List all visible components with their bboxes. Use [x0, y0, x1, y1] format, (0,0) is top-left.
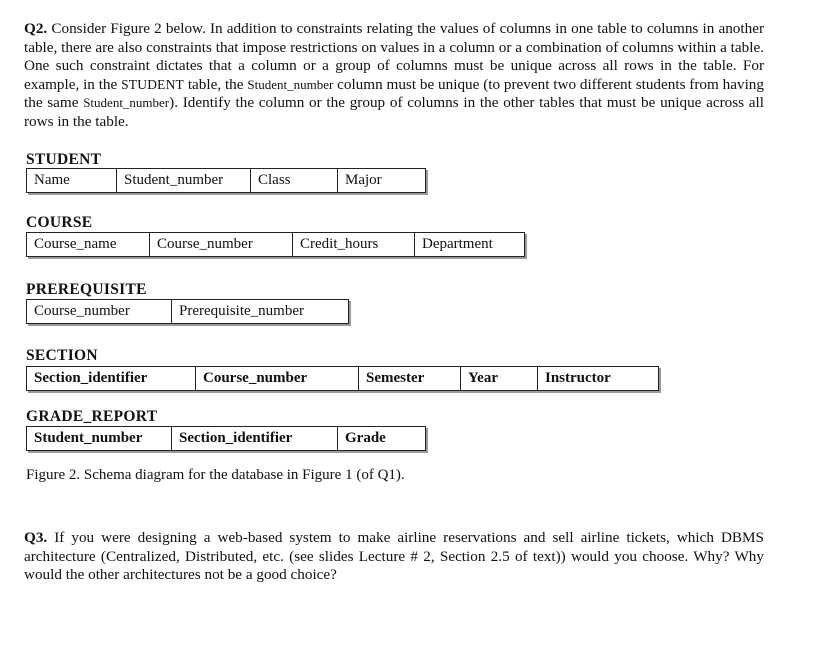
- section-col-course-number: Course_number: [195, 367, 358, 390]
- grade-report-schema: [26, 426, 426, 451]
- prerequisite-col-prerequisite-number: Prerequisite_number: [171, 300, 348, 323]
- grade-report-table-name: GRADE_REPORT: [26, 408, 158, 425]
- student-number-reference-2: Student_number: [83, 95, 170, 111]
- student-number-reference: Student_number: [247, 76, 334, 92]
- student-table-name: STUDENT: [26, 151, 102, 168]
- prerequisite-schema: [26, 299, 349, 324]
- question-3-text: If you were designing a web-based system to make airline reservations and sell airline tickets, which DBMS architecture (Centralized, Distributed, etc. (see slides Lecture # 2, Section 2.5 of text)) would you choose. Why? Why would the other architectures not be a good choice?: [24, 529, 764, 584]
- figure-caption: Figure 2. Schema diagram for the database in Figure 1 (of Q1).: [26, 467, 405, 483]
- grade-report-col-grade: Grade: [337, 427, 425, 450]
- section-col-year: Year: [460, 367, 537, 390]
- section-table-name: SECTION: [26, 347, 98, 364]
- section-col-instructor: Instructor: [537, 367, 658, 390]
- question-3-paragraph: [24, 529, 764, 585]
- prerequisite-table-name: PREREQUISITE: [26, 281, 147, 298]
- question-2-text-a: Consider Figure 2 below. In addition to constraints relating the values of columns in one table to columns in another table, there are also constraints that impose restrictions on values in a column or a combination of columns within a table. One such constraint dictates that a column or a group of columns must be unique across all rows in the table. For example, in the: [24, 20, 764, 93]
- student-col-major: Major: [337, 169, 425, 192]
- course-col-course-number: Course_number: [149, 233, 292, 256]
- student-table-reference: STUDENT: [121, 76, 184, 92]
- course-table-name: COURSE: [26, 214, 93, 231]
- student-schema: [26, 168, 426, 193]
- prerequisite-col-course-number: Course_number: [34, 303, 130, 319]
- question-2-label: Q2.: [24, 20, 48, 37]
- course-col-department: Department: [414, 233, 524, 256]
- question-2-text-d: ). Identify the column or the group of columns in the other tables that must be unique across all rows in the table.: [24, 94, 764, 130]
- grade-report-col-student-number: Student_number: [34, 430, 143, 446]
- course-col-course-name: Course_name: [34, 236, 117, 252]
- course-col-credit-hours: Credit_hours: [292, 233, 414, 256]
- student-col-student-number: Student_number: [116, 169, 250, 192]
- section-col-section-identifier: Section_identifier: [34, 370, 148, 386]
- question-2-paragraph: [24, 20, 764, 132]
- section-col-semester: Semester: [358, 367, 460, 390]
- question-2-text-c: column must be unique (to prevent two different students from having the same: [24, 75, 764, 112]
- grade-report-col-section-identifier: Section_identifier: [171, 427, 337, 450]
- section-schema: [26, 366, 659, 391]
- student-col-class: Class: [250, 169, 337, 192]
- course-schema: [26, 232, 525, 257]
- student-col-name: Name: [34, 172, 70, 188]
- question-2-text-b: table, the: [184, 75, 248, 93]
- question-3-label: Q3.: [24, 529, 48, 546]
